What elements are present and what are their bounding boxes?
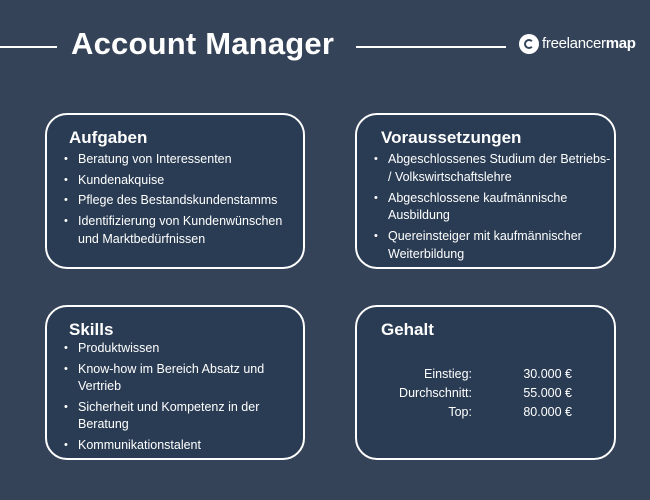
page-title: Account Manager [71, 26, 335, 61]
list-item: • Know-how im Bereich Absatz und Vertrieb [64, 361, 265, 394]
salary-table [357, 365, 614, 422]
list-item: • Beratung von Interessenten [64, 151, 300, 169]
card-title-gehalt: Gehalt [381, 320, 434, 339]
list-item: • Kundenakquise [64, 172, 300, 190]
list-item: • Sicherheit und Kompetenz in der Beratung [64, 399, 260, 432]
logo-text-light: freelancer [542, 35, 606, 52]
bullet-icon: • [64, 215, 68, 228]
list-item: • Abgeschlossenes Studium der Betriebs- / Volkswirtschaftslehre [374, 152, 611, 184]
bullet-icon: • [64, 173, 68, 186]
salary-row-top [357, 403, 614, 422]
salary-row-einstieg [357, 365, 614, 384]
header-rule-right [356, 46, 506, 48]
voraussetzungen-list [374, 151, 612, 267]
salary-label: Top: [448, 405, 472, 419]
logo-text-bold: map [605, 35, 636, 52]
list-item: • Kommunikationstalent [64, 437, 300, 455]
bullet-icon: • [64, 362, 68, 375]
card-title-skills: Skills [69, 320, 114, 339]
list-item: • Quereinsteiger mit kaufmännischer Weiterbildung [374, 229, 582, 261]
list-item: • Abgeschlossene kaufmännische Ausbildung [374, 190, 568, 223]
salary-value: 80.000 € [523, 405, 572, 419]
card-skills [45, 305, 305, 460]
freelancermap-logo-icon [519, 34, 539, 54]
card-gehalt [355, 305, 616, 460]
salary-label: Durchschnitt: [399, 386, 472, 400]
list-item: • Pflege des Bestandskundenstamms [64, 192, 300, 210]
bullet-icon: • [64, 153, 68, 165]
bullet-icon: • [374, 153, 378, 165]
list-item: • Identifizierung von Kundenwünschen und Marktbedürfnissen [64, 214, 283, 246]
bullet-icon: • [64, 439, 68, 452]
salary-value: 55.000 € [523, 386, 572, 400]
card-voraussetzungen [355, 113, 616, 269]
bullet-icon: • [64, 194, 68, 207]
salary-value: 30.000 € [523, 367, 572, 381]
card-title-aufgaben: Aufgaben [69, 128, 148, 147]
card-aufgaben [45, 113, 305, 269]
bullet-icon: • [64, 342, 68, 354]
freelancermap-logo [519, 33, 636, 55]
card-title-voraussetzungen: Voraussetzungen [381, 128, 522, 147]
skills-list [64, 340, 300, 458]
bullet-icon: • [64, 400, 68, 413]
header [0, 22, 650, 66]
logo-text [542, 33, 636, 55]
header-rule-left [0, 46, 57, 48]
salary-row-durchschnitt [357, 384, 614, 403]
aufgaben-list [64, 151, 300, 251]
salary-label: Einstieg: [424, 367, 472, 381]
bullet-icon: • [374, 230, 378, 243]
bullet-icon: • [374, 191, 378, 204]
list-item: • Produktwissen [64, 340, 300, 358]
